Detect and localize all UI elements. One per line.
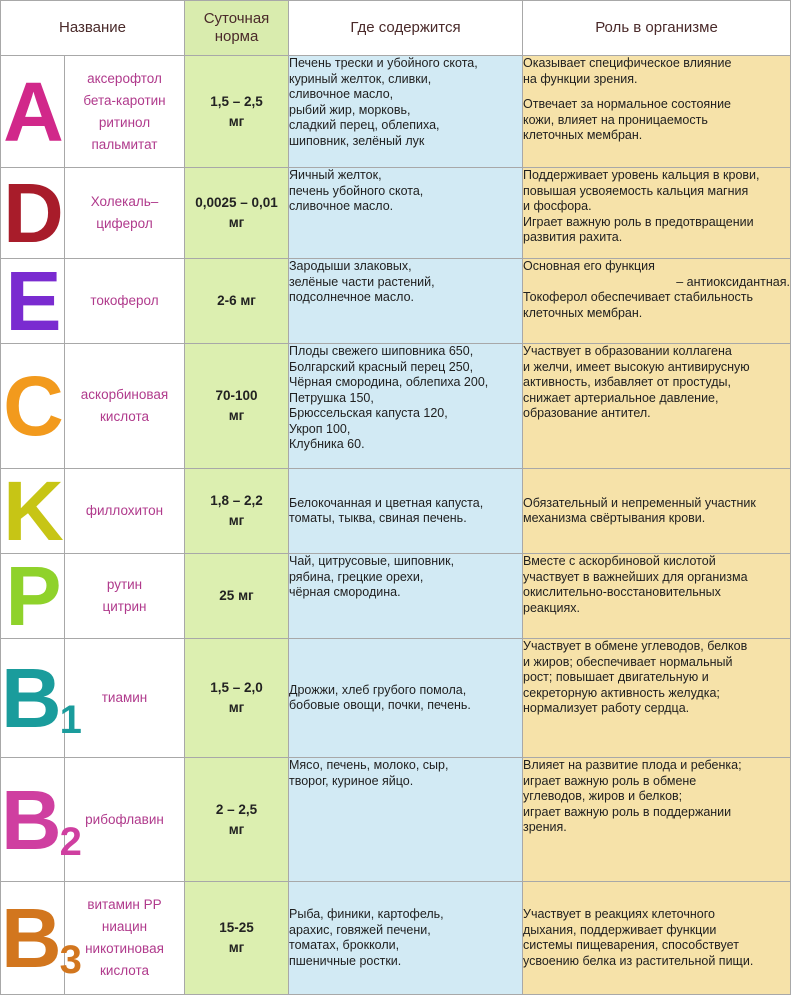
header-where: Где содержится xyxy=(289,1,523,56)
chemical-name: рибофлавин xyxy=(85,811,164,827)
text-line: активность, избавляет от простуды, xyxy=(523,375,731,389)
text-line: и фосфора. xyxy=(523,199,592,213)
table-row xyxy=(1,168,791,259)
chemical-name: витамин PP xyxy=(87,897,162,912)
norm-line: 0,0025 – 0,01 xyxy=(195,195,278,210)
text-line: зелёные части растений, xyxy=(289,274,435,289)
text-line: Белокочанная и цветная капуста, xyxy=(289,495,484,510)
chemical-names xyxy=(65,882,185,995)
vitamin-letter-text: C xyxy=(3,359,62,453)
text-line: Клубника 60. xyxy=(289,437,365,451)
text-line: – антиоксидантная. xyxy=(676,274,790,289)
chemical-name: аскорбиновая xyxy=(80,387,169,402)
text-line: секреторную активность желудка; xyxy=(523,685,720,700)
vitamin-letter xyxy=(1,344,65,469)
daily-norm xyxy=(185,554,289,639)
text-line: сливочное масло. xyxy=(289,199,394,213)
daily-norm xyxy=(185,168,289,259)
text-line: зрения. xyxy=(523,820,567,834)
chemical-name: цитрин xyxy=(102,599,147,614)
table-row xyxy=(1,56,791,168)
norm-line: 70-100 xyxy=(215,388,258,403)
header-norm: Суточная норма xyxy=(185,1,289,56)
text-line: системы пищеварения, способствует xyxy=(523,938,739,952)
chemical-name: ниацин xyxy=(101,919,148,934)
sources-cell xyxy=(289,554,523,639)
chemical-names xyxy=(65,168,185,259)
table-row xyxy=(1,259,791,344)
chemical-name: кислота xyxy=(100,963,149,978)
sources-cell xyxy=(289,344,523,469)
chemical-name: никотиновая xyxy=(85,941,164,956)
vitamin-letter-text: E xyxy=(5,254,60,348)
vitamin-letter-text: K xyxy=(3,464,62,558)
text-line: рябина, грецкие орехи, xyxy=(289,569,424,584)
text-line: Плоды свежего шиповника 650, xyxy=(289,344,474,358)
text-line: Основная его функция xyxy=(523,259,655,273)
norm-line: мг xyxy=(228,408,245,423)
text-line: Отвечает за нормальное состояние xyxy=(523,97,732,111)
text-line: Участвует в обмене углеводов, белков xyxy=(523,639,748,653)
text-line: образование антител. xyxy=(523,406,651,420)
vitamin-letter-text: B xyxy=(1,891,60,985)
norm-line: 1,8 – 2,2 xyxy=(210,493,263,508)
role-cell xyxy=(523,554,791,639)
sources-cell xyxy=(289,758,523,882)
text-line: реакциях. xyxy=(523,600,580,615)
role-cell xyxy=(523,344,791,469)
norm-line: 1,5 – 2,5 xyxy=(210,93,263,109)
chemical-name: тиамин xyxy=(101,690,148,705)
norm-line: мг xyxy=(228,940,245,955)
text-line: Чай, цитрусовые, шиповник, xyxy=(289,554,455,568)
header-role: Роль в организме xyxy=(523,1,791,56)
header-name: Название xyxy=(1,1,185,56)
text-line: творог, куриное яйцо. xyxy=(289,773,414,788)
text-line: печень убойного скота, xyxy=(289,183,424,198)
vitamin-letter xyxy=(1,549,65,643)
text-line: куриный желток, сливки, xyxy=(289,71,432,86)
text-line: Играет важную роль в предотвращении xyxy=(523,214,754,229)
chemical-name: циферол xyxy=(96,216,153,231)
text-line: Петрушка 150, xyxy=(289,390,374,405)
table-row xyxy=(1,758,791,882)
table-row xyxy=(1,344,791,469)
role-cell xyxy=(523,882,791,995)
chemical-name: филлохитон xyxy=(85,503,164,518)
norm-line: мг xyxy=(228,113,245,129)
text-line: подсолнечное масло. xyxy=(289,290,414,304)
vitamin-letter xyxy=(1,56,65,168)
text-line xyxy=(523,87,790,97)
text-line: сливочное масло, xyxy=(289,87,394,101)
norm-line: 2 – 2,5 xyxy=(215,801,258,817)
text-line: развития рахита. xyxy=(523,230,623,244)
daily-norm xyxy=(185,882,289,995)
text-line: Яичный желток, xyxy=(289,168,382,182)
table-row xyxy=(1,554,791,639)
text-line: снижает артериальное давление, xyxy=(523,390,719,405)
sources-cell xyxy=(289,639,523,758)
chemical-names xyxy=(65,344,185,469)
text-line: Поддерживает уровень кальция в крови, xyxy=(523,168,760,182)
text-line: играет важную роль в обмене xyxy=(523,773,697,788)
text-line: играет важную роль в поддержании xyxy=(523,804,732,819)
text-line: Участвует в образовании коллагена xyxy=(523,344,732,358)
table-row xyxy=(1,469,791,554)
chemical-name: ритинол xyxy=(98,114,151,130)
text-line: клеточных мембран. xyxy=(523,305,643,320)
sources-cell xyxy=(289,882,523,995)
sources-cell xyxy=(289,168,523,259)
role-cell xyxy=(523,639,791,758)
chemical-name: пальмитат xyxy=(91,136,158,152)
vitamin-letter-text: B xyxy=(1,651,60,745)
vitamin-subscript: 2 xyxy=(59,819,82,864)
norm-line: 25 мг xyxy=(219,588,254,603)
text-line: и желчи, имеет высокую антивирусную xyxy=(523,359,750,374)
text-line: клеточных мембран. xyxy=(523,128,643,142)
vitamin-letter-text: D xyxy=(3,166,62,260)
text-line: Оказывает специфическое влияние xyxy=(523,56,732,70)
vitamin-letter xyxy=(1,882,82,995)
chemical-names xyxy=(65,469,185,554)
text-line: нормализует работу сердца. xyxy=(523,701,690,715)
chemical-name: рутин xyxy=(106,577,143,592)
text-line: Вместе с аскорбиновой кислотой xyxy=(523,554,716,568)
norm-line: мг xyxy=(228,513,245,528)
text-line: Чёрная смородина, облепиха 200, xyxy=(289,375,489,389)
text-line: участвует в важнейших для организма xyxy=(523,569,748,584)
chemical-names xyxy=(65,758,185,882)
text-line: Зародыши злаковых, xyxy=(289,259,412,273)
chemical-name: кислота xyxy=(100,409,149,424)
text-line: механизма свёртывания крови. xyxy=(523,511,706,525)
norm-line: 2-6 мг xyxy=(217,293,256,308)
vitamin-letter xyxy=(1,464,65,558)
text-line: бобовые овощи, почки, печень. xyxy=(289,698,471,712)
sources-cell xyxy=(289,469,523,554)
chemical-name: токоферол xyxy=(90,293,159,308)
role-cell xyxy=(523,168,791,259)
norm-line: 1,5 – 2,0 xyxy=(210,680,263,695)
header-row xyxy=(1,1,791,56)
sources-cell xyxy=(289,259,523,344)
text-line: углеводов, жиров и белков; xyxy=(523,789,683,803)
text-line: арахис, говяжей печени, xyxy=(289,922,431,937)
text-line: Укроп 100, xyxy=(289,421,351,436)
norm-line: мг xyxy=(228,700,245,715)
table-row xyxy=(1,882,791,995)
daily-norm xyxy=(185,56,289,168)
norm-line: мг xyxy=(228,215,245,230)
text-line: Токоферол обеспечивает стабильность xyxy=(523,290,754,304)
text-line: сладкий перец, облепиха, xyxy=(289,118,440,132)
role-cell xyxy=(523,259,791,344)
text-line: Мясо, печень, молоко, сыр, xyxy=(289,758,449,772)
vitamin-letter-text: B xyxy=(1,772,60,867)
chemical-name: бета-каротин xyxy=(83,92,166,108)
vitamin-letter xyxy=(1,168,65,259)
text-line: Участвует в реакциях клеточного xyxy=(523,907,715,921)
text-line: повышая усвояемость кальция магния xyxy=(523,183,749,198)
text-line: рост; повышает двигательную и xyxy=(523,670,709,684)
vitamin-letter xyxy=(1,254,65,348)
daily-norm xyxy=(185,469,289,554)
text-line: рыбий жир, морковь, xyxy=(289,102,411,117)
vitamin-subscript: 1 xyxy=(59,698,82,742)
text-line: томаты, тыква, свиная печень. xyxy=(289,511,467,525)
daily-norm xyxy=(185,758,289,882)
vitamin-letter-text: P xyxy=(5,549,60,643)
daily-norm xyxy=(185,639,289,758)
daily-norm xyxy=(185,344,289,469)
vitamin-letter xyxy=(1,758,82,882)
text-line: и жиров; обеспечивает нормальный xyxy=(523,654,733,669)
text-line: Печень трески и убойного скота, xyxy=(289,56,478,70)
text-line: Болгарский красный перец 250, xyxy=(289,359,474,374)
role-cell xyxy=(523,469,791,554)
table-row xyxy=(1,639,791,758)
daily-norm xyxy=(185,259,289,344)
text-line: чёрная смородина. xyxy=(289,585,401,599)
chemical-names xyxy=(65,554,185,639)
text-line: окислительно-восстановительных xyxy=(523,585,721,599)
text-line: Дрожжи, хлеб грубого помола, xyxy=(289,682,467,697)
text-line: дыхания, поддерживает функции xyxy=(523,922,717,937)
text-line: усвоению белка из растительной пищи. xyxy=(523,953,754,968)
chemical-name: аксерофтол xyxy=(87,70,162,86)
norm-line: мг xyxy=(228,821,245,837)
text-line: пшеничные ростки. xyxy=(289,953,402,968)
text-line: томатах, брокколи, xyxy=(289,938,400,952)
role-cell xyxy=(523,758,791,882)
text-line: Брюссельская капуста 120, xyxy=(289,406,448,420)
chemical-names xyxy=(65,259,185,344)
vitamin-subscript: 3 xyxy=(59,938,82,982)
sources-cell xyxy=(289,56,523,168)
text-line: Рыба, финики, картофель, xyxy=(289,907,444,921)
text-line: шиповник, зелёный лук xyxy=(289,133,425,148)
text-line: Влияет на развитие плода и ребенка; xyxy=(523,758,742,772)
vitamin-letter-text: A xyxy=(3,64,62,159)
chemical-names xyxy=(65,56,185,168)
role-cell xyxy=(523,56,791,168)
chemical-name: Холекаль– xyxy=(90,194,159,209)
vitamin-letter xyxy=(1,639,82,758)
text-line: кожи, влияет на проницаемость xyxy=(523,112,708,127)
text-line: Обязательный и непременный участник xyxy=(523,495,756,510)
norm-line: 15-25 xyxy=(219,920,254,935)
text-line: на функции зрения. xyxy=(523,71,638,86)
chemical-names xyxy=(65,639,185,758)
